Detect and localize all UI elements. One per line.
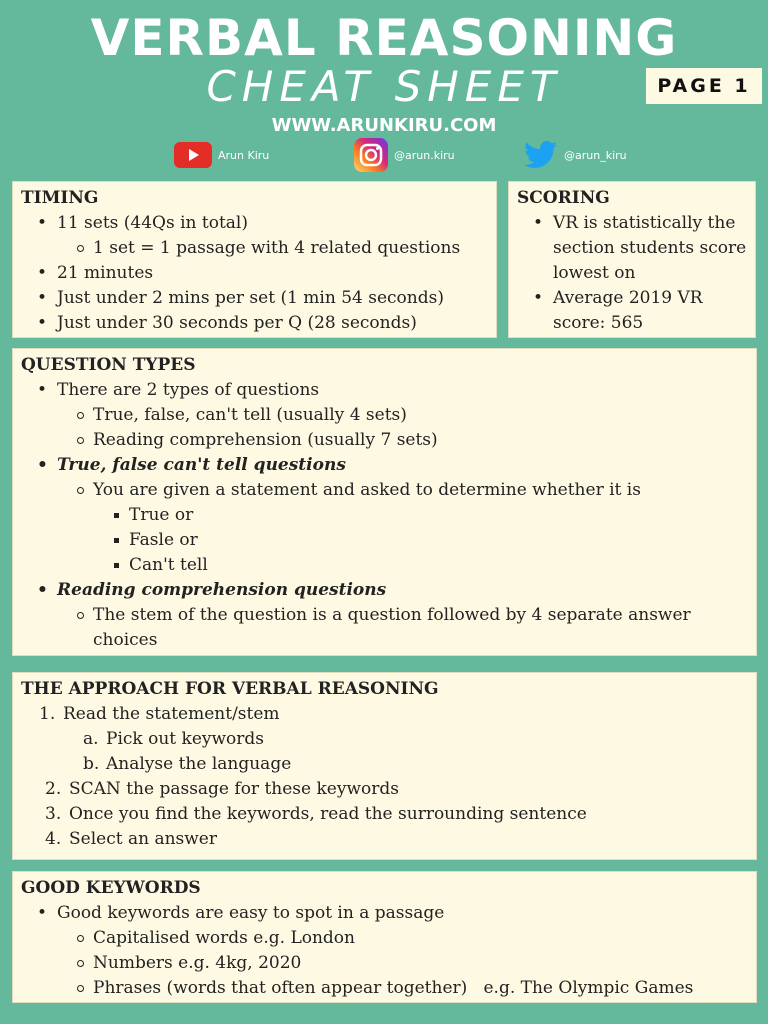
list-item: • 11 sets (44Qs in total) bbox=[21, 211, 488, 236]
timing-box bbox=[12, 181, 497, 338]
list-marker: 4. bbox=[45, 829, 62, 849]
list-item bbox=[21, 727, 748, 752]
scoring-heading: SCORING bbox=[517, 188, 610, 208]
question-types-box bbox=[12, 348, 757, 656]
list-text: Once you find the keywords, read the surrounding sentence bbox=[69, 804, 587, 824]
list-item: Phrases (words that often appear together) e.g. The Olympic Games bbox=[21, 976, 748, 1001]
page-subtitle: CHEAT SHEET bbox=[206, 62, 562, 111]
approach-heading: THE APPROACH FOR VERBAL REASONING bbox=[21, 679, 439, 699]
list-marker: b. bbox=[83, 754, 100, 774]
timing-heading: TIMING bbox=[21, 188, 99, 208]
youtube-icon bbox=[174, 142, 212, 168]
list-item: Capitalised words e.g. London bbox=[21, 926, 748, 951]
list-item: True, false, can't tell (usually 4 sets) bbox=[21, 403, 748, 428]
list-marker: a. bbox=[83, 729, 99, 749]
list-text: Select an answer bbox=[69, 829, 217, 849]
twitter-link[interactable] bbox=[524, 138, 627, 172]
list-item: Can't tell bbox=[21, 553, 748, 578]
list-marker: 1. bbox=[39, 704, 56, 724]
list-item: • Good keywords are easy to spot in a passage bbox=[21, 901, 748, 926]
list-item: • Reading comprehension questions bbox=[21, 578, 748, 603]
list-item: • True, false can't tell questions bbox=[21, 453, 748, 478]
list-item: • Just under 2 mins per set (1 min 54 seconds) bbox=[21, 286, 488, 311]
list-item bbox=[21, 827, 748, 852]
list-item: Fasle or bbox=[21, 528, 748, 553]
list-item: • Just under 30 seconds per Q (28 seconds) bbox=[21, 311, 488, 336]
question-types-heading: QUESTION TYPES bbox=[21, 355, 196, 375]
list-item bbox=[21, 777, 748, 802]
list-text: Pick out keywords bbox=[106, 729, 265, 749]
list-marker: 3. bbox=[45, 804, 62, 824]
list-item bbox=[21, 702, 748, 727]
list-item: • There are 2 types of questions bbox=[21, 378, 748, 403]
twitter-icon bbox=[524, 141, 558, 169]
page-badge: PAGE 1 bbox=[646, 68, 762, 104]
list-item: Numbers e.g. 4kg, 2020 bbox=[21, 951, 748, 976]
keywords-box bbox=[12, 871, 757, 1003]
list-item: The stem of the question is a question followed by 4 separate answer choices bbox=[21, 603, 748, 653]
list-item: 1 set = 1 passage with 4 related questions bbox=[21, 236, 488, 261]
list-text: Read the statement/stem bbox=[63, 704, 280, 724]
keywords-heading: GOOD KEYWORDS bbox=[21, 878, 201, 898]
list-item: • Average 2019 VR score: 565 bbox=[517, 286, 747, 336]
youtube-link[interactable] bbox=[174, 138, 269, 172]
list-text: Analyse the language bbox=[106, 754, 292, 774]
list-item: You are given a statement and asked to determine whether it is bbox=[21, 478, 748, 503]
website-link[interactable]: WWW.ARUNKIRU.COM bbox=[271, 115, 497, 136]
instagram-handle: @arun.kiru bbox=[394, 148, 455, 162]
twitter-handle: @arun_kiru bbox=[564, 148, 627, 162]
youtube-handle: Arun Kiru bbox=[218, 148, 270, 162]
list-item: • VR is statistically the section students score lowest on bbox=[517, 211, 747, 286]
page-title: VERBAL REASONING bbox=[90, 9, 678, 67]
list-item: True or bbox=[21, 503, 748, 528]
list-item bbox=[21, 802, 748, 827]
scoring-box bbox=[508, 181, 756, 338]
approach-box bbox=[12, 672, 757, 860]
header bbox=[0, 0, 768, 175]
list-marker: 2. bbox=[45, 779, 62, 799]
list-item: Reading comprehension (usually 7 sets) bbox=[21, 428, 748, 453]
instagram-icon bbox=[354, 138, 388, 172]
list-item bbox=[21, 752, 748, 777]
instagram-link[interactable] bbox=[354, 138, 455, 172]
list-item: • 21 minutes bbox=[21, 261, 488, 286]
list-text: SCAN the passage for these keywords bbox=[69, 779, 399, 799]
